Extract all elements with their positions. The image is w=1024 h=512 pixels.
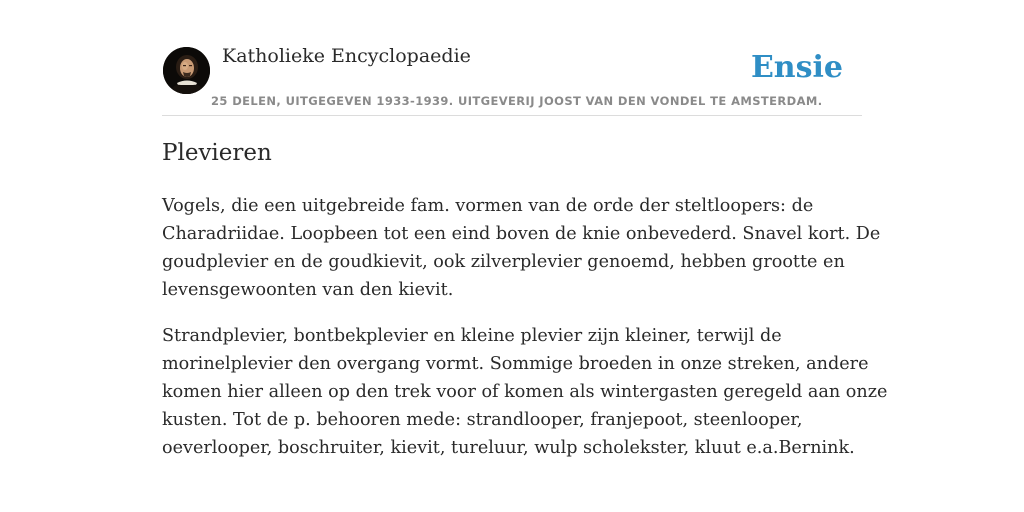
brand-logo[interactable]: Ensie [750, 50, 843, 85]
source-title[interactable]: Katholieke Encyclopaedie [222, 45, 471, 67]
article-paragraph [162, 322, 888, 462]
paragraph-line: levensgewoonten van den kievit. [162, 280, 454, 300]
paragraph-line: morinelplevier den overgang vormt. Sommige broeden in onze streken, andere [162, 354, 869, 374]
paragraph-line: Strandplevier, bontbekplevier en kleine plevier zijn kleiner, terwijl de [162, 326, 782, 346]
paragraph-line: goudplevier en de goudkievit, ook zilverplevier genoemd, hebben grootte en [162, 252, 845, 272]
article-paragraph [162, 192, 881, 304]
paragraph-line: Charadriidae. Loopbeen tot een eind boven de knie onbevederd. Snavel kort. De [162, 224, 881, 244]
portrait-avatar[interactable] [163, 47, 210, 94]
source-subtitle: 25 DELEN, UITGEGEVEN 1933-1939. UITGEVERIJ JOOST VAN DEN VONDEL TE AMSTERDAM. [211, 94, 823, 108]
paragraph-line: kusten. Tot de p. behooren mede: strandlooper, franjepoot, steenlooper, [162, 410, 803, 430]
portrait-icon [163, 47, 210, 94]
paragraph-line: komen hier alleen op den trek voor of komen als wintergasten geregeld aan onze [162, 382, 888, 402]
article-body [162, 192, 888, 480]
article-title: Plevieren [162, 140, 272, 166]
paragraph-line: Vogels, die een uitgebreide fam. vormen van de orde der steltloopers: de [162, 196, 814, 216]
header-divider [162, 115, 862, 116]
paragraph-line: oeverlooper, boschruiter, kievit, tureluur, wulp scholekster, kluut e.a.Bernink. [162, 438, 855, 458]
